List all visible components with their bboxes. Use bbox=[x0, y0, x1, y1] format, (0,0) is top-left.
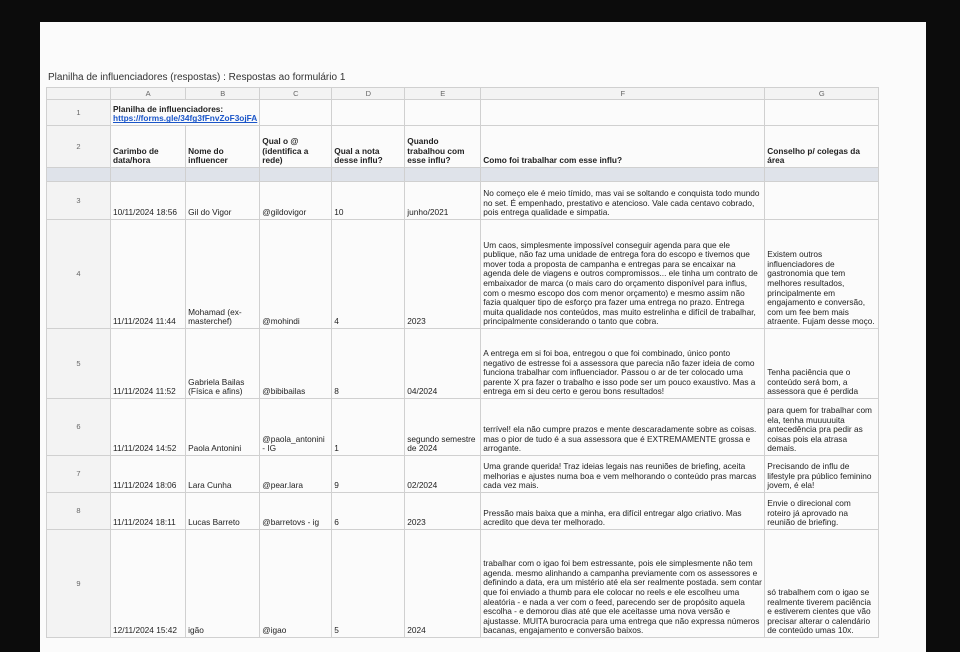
advice-cell[interactable]: Existem outros influenciadores de gastronomia que tem melhores resultados, principalmente em engajamento e conversão, com um fee bem mais atraente. Fujam desse moço. bbox=[765, 220, 879, 329]
score-cell[interactable]: 6 bbox=[332, 493, 405, 530]
timestamp-cell[interactable]: 11/11/2024 11:52 bbox=[111, 329, 186, 399]
table-row bbox=[47, 493, 879, 530]
table-row bbox=[47, 220, 879, 329]
name-cell[interactable]: Paola Antonini bbox=[186, 399, 260, 456]
advice-cell[interactable]: Tenha paciência que o conteúdo será bom, a assessora que é perdida bbox=[765, 329, 879, 399]
band-cell[interactable] bbox=[405, 168, 481, 182]
table-row bbox=[47, 399, 879, 456]
row-number[interactable]: 5 bbox=[47, 329, 111, 399]
form-link[interactable]: https://forms.gle/34fg3fFnvZoF3ojFA bbox=[113, 113, 258, 124]
table-row bbox=[47, 456, 879, 493]
advice-cell[interactable] bbox=[765, 182, 879, 220]
table-row bbox=[47, 182, 879, 220]
timestamp-cell[interactable]: 11/11/2024 14:52 bbox=[111, 399, 186, 456]
cell[interactable] bbox=[260, 100, 332, 126]
band-cell[interactable] bbox=[332, 168, 405, 182]
form-link-cell[interactable] bbox=[111, 100, 260, 126]
band-cell[interactable] bbox=[260, 168, 332, 182]
timestamp-cell[interactable]: 11/11/2024 18:11 bbox=[111, 493, 186, 530]
row-number[interactable]: 7 bbox=[47, 456, 111, 493]
row-number[interactable]: 8 bbox=[47, 493, 111, 530]
when-cell[interactable]: segundo semestre de 2024 bbox=[405, 399, 481, 456]
sheet-title: Planilha de influenciadores (respostas) : Respostas ao formulário 1 bbox=[48, 72, 346, 83]
how-cell[interactable]: Uma grande querida! Traz ideias legais nas reuniões de briefing, aceita melhorias e ajustes numa boa e vem melhorando o conteúdo pras marcas cada vez mais. bbox=[481, 456, 765, 493]
how-cell[interactable]: Pressão mais baixa que a minha, era difícil entregar algo criativo. Mas acredito que deva ter melhorado. bbox=[481, 493, 765, 530]
name-cell[interactable]: igão bbox=[186, 530, 260, 638]
header-advice[interactable]: Conselho p/ colegas da área bbox=[765, 126, 879, 168]
when-cell[interactable]: 02/2024 bbox=[405, 456, 481, 493]
header-name[interactable]: Nome do influencer bbox=[186, 126, 260, 168]
handle-cell[interactable]: @barretovs - ig bbox=[260, 493, 332, 530]
row-number[interactable]: 1 bbox=[47, 100, 111, 126]
advice-cell[interactable]: Precisando de influ de lifestyle pra público feminino jovem, é ela! bbox=[765, 456, 879, 493]
band-cell[interactable] bbox=[47, 168, 111, 182]
advice-cell[interactable]: Envie o direcional com roteiro já aprovado na reunião de briefing. bbox=[765, 493, 879, 530]
column-header-d[interactable]: D bbox=[332, 88, 405, 100]
handle-cell[interactable]: @bibibailas bbox=[260, 329, 332, 399]
handle-cell[interactable]: @gildovigor bbox=[260, 182, 332, 220]
when-cell[interactable]: junho/2021 bbox=[405, 182, 481, 220]
column-header-b[interactable]: B bbox=[186, 88, 260, 100]
band-cell[interactable] bbox=[111, 168, 186, 182]
column-header-c[interactable]: C bbox=[260, 88, 332, 100]
band-cell[interactable] bbox=[186, 168, 260, 182]
timestamp-cell[interactable]: 12/11/2024 15:42 bbox=[111, 530, 186, 638]
when-cell[interactable]: 2023 bbox=[405, 493, 481, 530]
timestamp-cell[interactable]: 11/11/2024 11:44 bbox=[111, 220, 186, 329]
table-row bbox=[47, 100, 879, 126]
form-link-label: Planilha de influenciadores: bbox=[113, 103, 224, 114]
timestamp-cell[interactable]: 10/11/2024 18:56 bbox=[111, 182, 186, 220]
how-cell[interactable]: terrível! ela não cumpre prazos e mente descaradamente sobre as coisas. mas o pior de tudo é a sua assessora que é EXTREMAMENTE grossa e arrogante. bbox=[481, 399, 765, 456]
how-cell[interactable]: Um caos, simplesmente impossível conseguir agenda para que ele publique, não faz uma unidade de entrega fora do escopo e tivemos que mover toda a proposta de campanha e entregas para se encaixar na agenda dele de viagens e outros compromissos... ele tinha um contrato de embaixador de marca (o mais caro do orçamento disponível para influs, com o mesmo escopo dos com menor orçamento) e mesmo assim não fazia qualquer tipo de esforço pra fazer uma entrega no prazo. Entrega muita qualidade nos conteúdos, mas muito estrelinha e difícil de trabalhar, principalmente considerando o tanto que cobra. bbox=[481, 220, 765, 329]
header-how[interactable]: Como foi trabalhar com esse influ? bbox=[481, 126, 765, 168]
table-row bbox=[47, 329, 879, 399]
handle-cell[interactable]: @paola_antonini - IG bbox=[260, 399, 332, 456]
band-cell[interactable] bbox=[481, 168, 765, 182]
how-cell[interactable]: A entrega em si foi boa, entregou o que foi combinado, único ponto negativo de estresse foi a assessora que parecia não fazer ideia de como funciona trabalhar com influenciador. Passou o ar de ter colocado uma parente X pra fazer o trabalho e isso pode ser um pouco exaustivo. Mas a entrega em si deu certo e gerou bons resultados! bbox=[481, 329, 765, 399]
name-cell[interactable]: Lara Cunha bbox=[186, 456, 260, 493]
spreadsheet-view bbox=[40, 22, 926, 652]
cell[interactable] bbox=[332, 100, 405, 126]
row-number[interactable]: 2 bbox=[47, 126, 111, 168]
header-handle[interactable]: Qual o @ (identifica a rede) bbox=[260, 126, 332, 168]
name-cell[interactable]: Gabriela Bailas (Física e afins) bbox=[186, 329, 260, 399]
score-cell[interactable]: 10 bbox=[332, 182, 405, 220]
handle-cell[interactable]: @igao bbox=[260, 530, 332, 638]
header-when[interactable]: Quando trabalhou com esse influ? bbox=[405, 126, 481, 168]
when-cell[interactable]: 2023 bbox=[405, 220, 481, 329]
cell[interactable] bbox=[405, 100, 481, 126]
name-cell[interactable]: Lucas Barreto bbox=[186, 493, 260, 530]
advice-cell[interactable]: só trabalhem com o igao se realmente tiverem paciência e estiverem cientes que vão precisar alterar o calendário de conteúdo umas 10x. bbox=[765, 530, 879, 638]
column-header-f[interactable]: F bbox=[481, 88, 765, 100]
timestamp-cell[interactable]: 11/11/2024 18:06 bbox=[111, 456, 186, 493]
cell[interactable] bbox=[765, 100, 879, 126]
score-cell[interactable]: 9 bbox=[332, 456, 405, 493]
row-number[interactable]: 9 bbox=[47, 530, 111, 638]
name-cell[interactable]: Gil do Vigor bbox=[186, 182, 260, 220]
header-row bbox=[47, 126, 879, 168]
score-cell[interactable]: 5 bbox=[332, 530, 405, 638]
row-number[interactable]: 6 bbox=[47, 399, 111, 456]
select-all-corner[interactable] bbox=[47, 88, 111, 100]
score-cell[interactable]: 4 bbox=[332, 220, 405, 329]
score-cell[interactable]: 8 bbox=[332, 329, 405, 399]
column-header-e[interactable]: E bbox=[405, 88, 481, 100]
row-number[interactable]: 4 bbox=[47, 220, 111, 329]
header-timestamp[interactable]: Carimbo de data/hora bbox=[111, 126, 186, 168]
cell[interactable] bbox=[481, 100, 765, 126]
table-row bbox=[47, 530, 879, 638]
handle-cell[interactable]: @pear.lara bbox=[260, 456, 332, 493]
name-cell[interactable]: Mohamad (ex-masterchef) bbox=[186, 220, 260, 329]
score-cell[interactable]: 1 bbox=[332, 399, 405, 456]
column-header-row bbox=[47, 88, 879, 100]
column-header-a[interactable]: A bbox=[111, 88, 186, 100]
band-cell[interactable] bbox=[765, 168, 879, 182]
when-cell[interactable]: 04/2024 bbox=[405, 329, 481, 399]
when-cell[interactable]: 2024 bbox=[405, 530, 481, 638]
column-header-g[interactable]: G bbox=[765, 88, 879, 100]
how-cell[interactable]: trabalhar com o igao foi bem estressante, pois ele simplesmente não tem agenda. mesmo alinhando a campanha previamente com os assessores e definindo a data, era um mistério até ela ser realmente postada. sem contar que foi enviado a thumb para ele colocar no reels e ele escolheu uma aleatória - e nada a ver com o feed, parecendo ser de propósito aquela escolha - e demorou dias até que ele aceitasse uma nova versão e ajustasse. MUITA burocracia para uma entrega que não expressa números bacanas, engajamento e conversão baixos. bbox=[481, 530, 765, 638]
header-score[interactable]: Qual a nota desse influ? bbox=[332, 126, 405, 168]
row-number[interactable]: 3 bbox=[47, 182, 111, 220]
spreadsheet-grid bbox=[46, 87, 879, 638]
advice-cell[interactable]: para quem for trabalhar com ela, tenha muuuuuita antecedência pra pedir as coisas pois ela atrasa demais. bbox=[765, 399, 879, 456]
filter-band-row bbox=[47, 168, 879, 182]
handle-cell[interactable]: @mohindi bbox=[260, 220, 332, 329]
how-cell[interactable]: No começo ele é meio tímido, mas vai se soltando e conquista todo mundo no set. É empenhado, prestativo e atencioso. Vale cada centavo cobrado, pois entrega qualidade e simpatia. bbox=[481, 182, 765, 220]
